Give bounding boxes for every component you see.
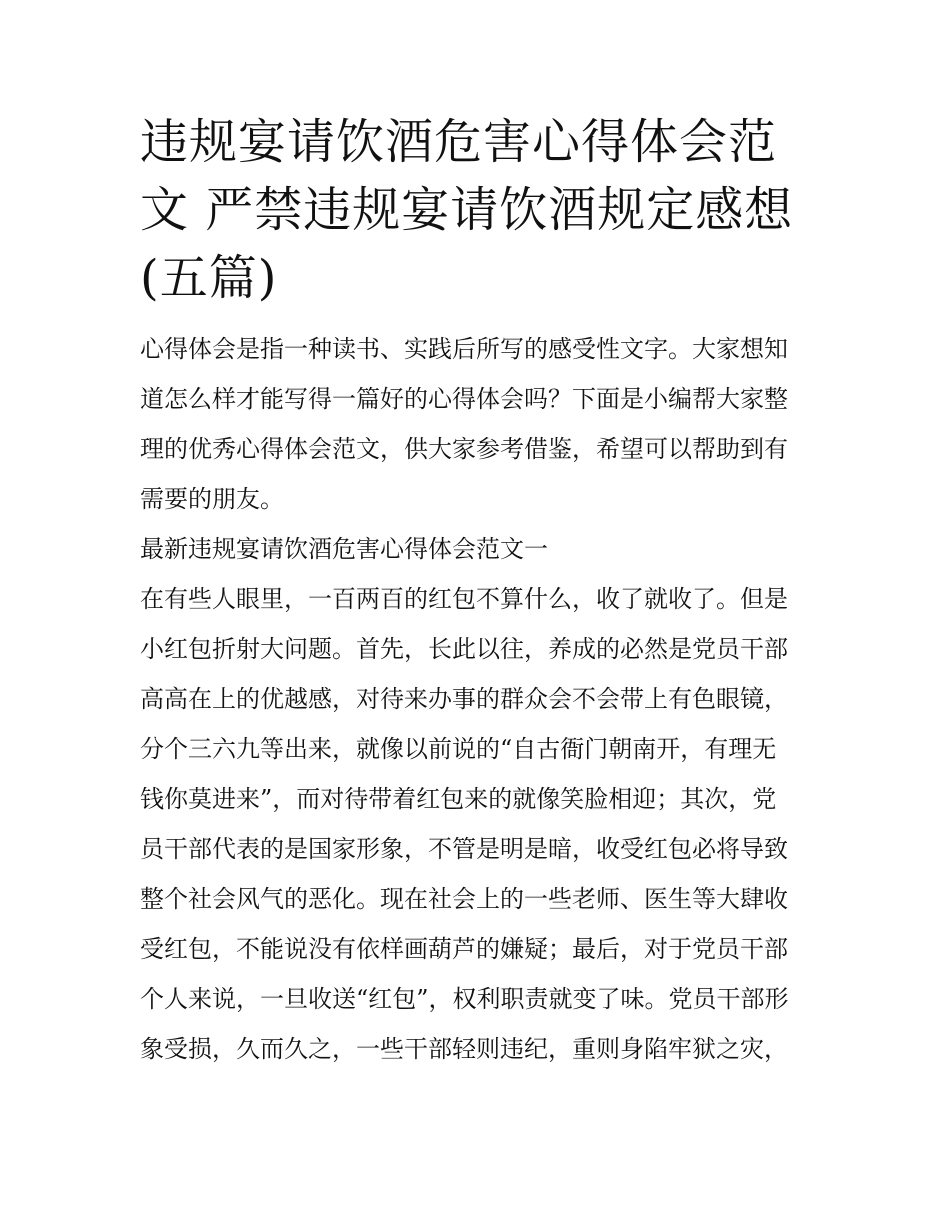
text-line: 在有些人眼里，一百两百的红包不算什么，收了就收了。但是 <box>140 585 788 613</box>
text-line: 整个社会风气的恶化。现在社会上的一些老师、医生等大肆收 <box>140 885 788 913</box>
title-line: 违规宴请饮酒危害心得体会范 <box>140 114 778 170</box>
section-heading: 最新违规宴请饮酒危害心得体会范文一 <box>140 535 548 563</box>
text-line: 象受损，久而久之，一些干部轻则违纪，重则身陷牢狱之灾， <box>140 1035 788 1063</box>
text-line: 个人来说，一旦收送“红包”，权利职责就变了味。党员干部形 <box>140 985 789 1013</box>
text-line: 道怎么样才能写得一篇好的心得体会吗？下面是小编帮大家整 <box>140 385 788 413</box>
text-line: 理的优秀心得体会范文，供大家参考借鉴，希望可以帮助到有 <box>140 435 788 463</box>
text-line: 高高在上的优越感，对待来办事的群众会不会带上有色眼镜， <box>140 685 788 713</box>
text-line: 受红包，不能说没有依样画葫芦的嫌疑；最后，对于党员干部 <box>140 935 788 963</box>
text-line: 钱你莫进来”，而对待带着红包来的就像笑脸相迎；其次，党 <box>140 785 777 813</box>
text-line: 小红包折射大问题。首先，长此以往，养成的必然是党员干部 <box>140 635 788 663</box>
body-paragraph <box>140 574 820 1074</box>
text-line: 需要的朋友。 <box>140 485 284 513</box>
text-line: 员干部代表的是国家形象，不管是明是暗，收受红包必将导致 <box>140 835 788 863</box>
title-line: (五篇) <box>140 250 278 306</box>
intro-paragraph <box>140 324 820 524</box>
title-line: 文 严禁违规宴请饮酒规定感想 <box>140 182 794 238</box>
document-page <box>140 108 820 1074</box>
text-line: 分个三六九等出来，就像以前说的“自古衙门朝南开，有理无 <box>140 735 777 763</box>
document-title <box>140 108 820 312</box>
text-line: 心得体会是指一种读书、实践后所写的感受性文字。大家想知 <box>140 335 788 363</box>
